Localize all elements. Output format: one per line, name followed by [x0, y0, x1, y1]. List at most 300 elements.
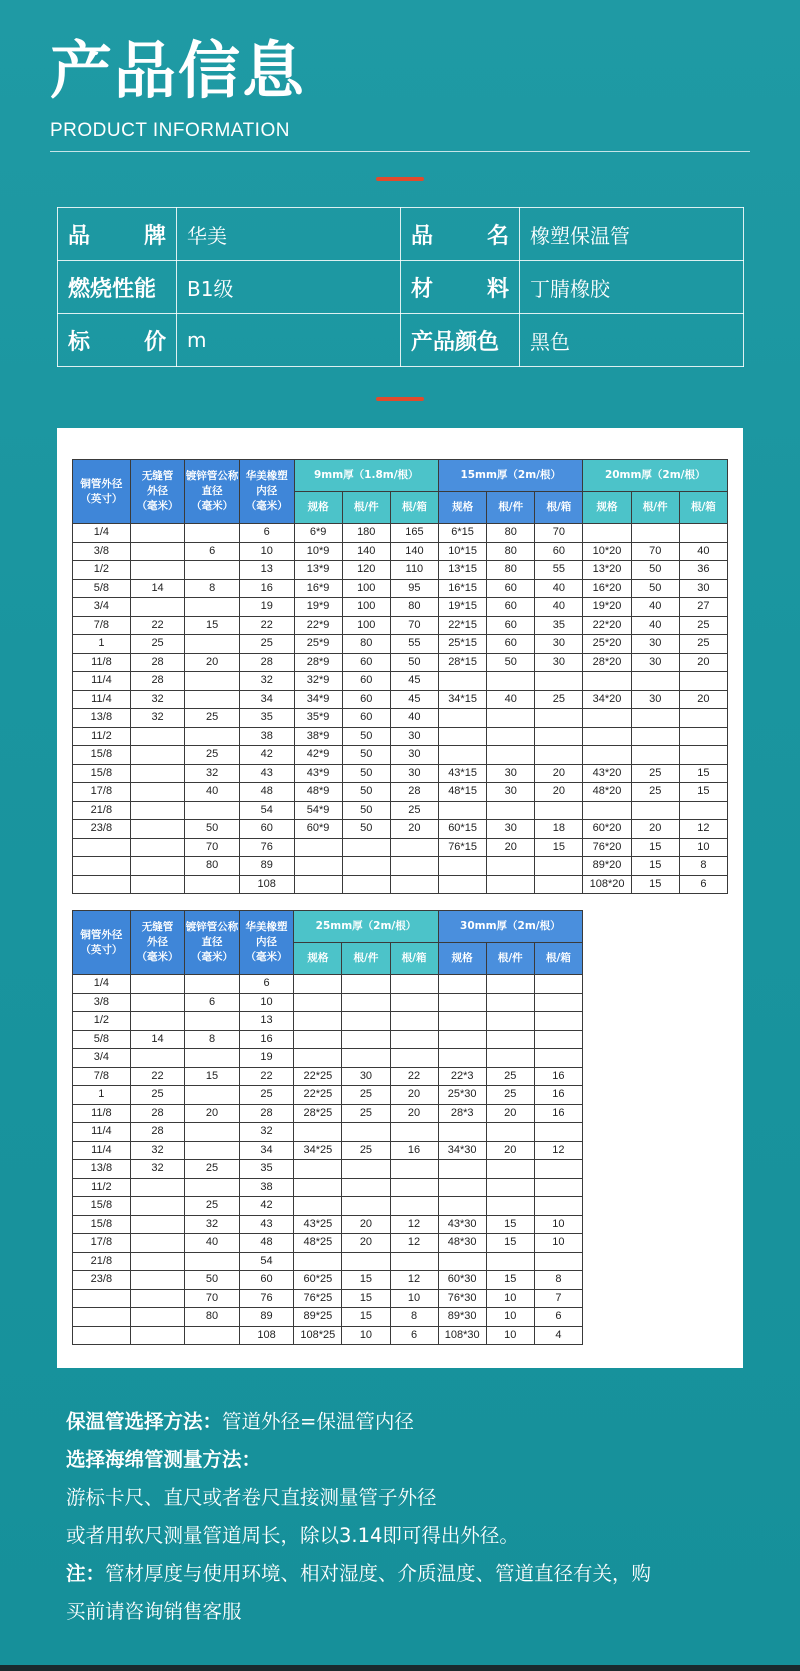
table-cell — [487, 727, 535, 746]
info-value: 华美 — [177, 208, 401, 261]
table-cell: 89*30 — [438, 1308, 486, 1327]
table-cell: 1/2 — [73, 561, 131, 580]
table-cell: 10 — [239, 542, 294, 561]
table-cell: 40 — [535, 598, 583, 617]
table-cell: 48*25 — [294, 1234, 342, 1253]
table-cell: 80 — [487, 542, 535, 561]
table-sub-header: 规格 — [583, 492, 631, 524]
table-cell — [486, 1178, 534, 1197]
table-cell: 80 — [185, 857, 240, 876]
table-sub-header: 规格 — [438, 943, 486, 975]
table-cell: 7/8 — [73, 616, 131, 635]
table-cell: 11/8 — [73, 1104, 131, 1123]
table-row — [73, 598, 728, 617]
table-cell: 60 — [342, 653, 390, 672]
table-cell: 110 — [390, 561, 438, 580]
table-cell — [342, 1252, 390, 1271]
table-cell: 6 — [679, 875, 727, 894]
table-cell: 19 — [239, 598, 294, 617]
info-key-text — [411, 219, 509, 250]
table-cell — [486, 1049, 534, 1068]
table-cell: 32*9 — [294, 672, 342, 691]
table-cell: 70 — [535, 524, 583, 543]
table-cell: 34*9 — [294, 690, 342, 709]
table-cell: 60*25 — [294, 1271, 342, 1290]
table-cell — [73, 1308, 131, 1327]
table-cell: 19 — [239, 1049, 294, 1068]
table-row — [73, 1252, 583, 1271]
table-cell — [486, 1123, 534, 1142]
table-row — [73, 1123, 583, 1142]
info-key — [401, 208, 520, 261]
table-cell: 38*9 — [294, 727, 342, 746]
table-cell: 32 — [130, 1160, 185, 1179]
table-row — [73, 1215, 583, 1234]
table-cell — [535, 727, 583, 746]
table-cell: 15 — [185, 616, 240, 635]
page-title: 产品信息 — [50, 34, 307, 107]
table-cell: 15 — [342, 1271, 390, 1290]
table-cell: 40 — [487, 690, 535, 709]
note-label: 注： — [66, 1562, 106, 1585]
table-cell: 15/8 — [73, 1197, 131, 1216]
table-cell: 25 — [679, 616, 727, 635]
table-cell: 120 — [342, 561, 390, 580]
table-row — [73, 1012, 583, 1031]
table-cell: 30 — [487, 783, 535, 802]
table-cell: 35 — [239, 709, 294, 728]
table-cell: 60 — [342, 709, 390, 728]
table-cell — [73, 838, 131, 857]
table-cell: 32 — [185, 1215, 240, 1234]
table-cell: 43*25 — [294, 1215, 342, 1234]
table-cell: 1 — [73, 635, 131, 654]
table-cell: 34*15 — [439, 690, 487, 709]
table-cell — [342, 1160, 390, 1179]
info-value: 黑色 — [520, 314, 744, 367]
table-cell: 7 — [534, 1289, 582, 1308]
table-cell: 17/8 — [73, 783, 131, 802]
table-cell — [130, 542, 185, 561]
table-cell: 38 — [239, 1178, 294, 1197]
table-cell: 20 — [185, 653, 240, 672]
table-cell: 28 — [390, 783, 438, 802]
table-cell — [185, 524, 240, 543]
table-cell: 35 — [535, 616, 583, 635]
table-cell: 28*3 — [438, 1104, 486, 1123]
table-cell — [631, 746, 679, 765]
table-cell: 36 — [679, 561, 727, 580]
table-cell: 1/2 — [73, 1012, 131, 1031]
table-cell — [130, 1326, 185, 1345]
table-cell: 28 — [239, 653, 294, 672]
table-cell: 60*30 — [438, 1271, 486, 1290]
table-row — [73, 875, 728, 894]
table-cell: 42*9 — [294, 746, 342, 765]
product-info-table — [57, 207, 744, 367]
info-key-text: 燃烧性能 — [68, 276, 157, 302]
table-cell — [185, 1326, 240, 1345]
table-cell: 108*20 — [583, 875, 631, 894]
table-cell: 25*20 — [583, 635, 631, 654]
table-cell: 11/2 — [73, 727, 131, 746]
table-cell: 25*15 — [439, 635, 487, 654]
table-cell: 22*25 — [294, 1086, 342, 1105]
table-cell: 50 — [185, 1271, 240, 1290]
table-cell — [534, 1160, 582, 1179]
table-cell: 55 — [390, 635, 438, 654]
table-cell: 50 — [487, 653, 535, 672]
info-value: 橡塑保温管 — [520, 208, 744, 261]
table-cell: 15 — [342, 1289, 390, 1308]
table-sub-header: 根/件 — [342, 943, 390, 975]
table-cell — [185, 1123, 240, 1142]
info-row — [58, 314, 744, 367]
table-cell: 40 — [631, 598, 679, 617]
table-cell — [185, 975, 240, 994]
table-cell — [342, 857, 390, 876]
table-cell: 10 — [239, 993, 294, 1012]
table-cell: 8 — [534, 1271, 582, 1290]
table-group-header: 9mm厚（1.8m/根） — [294, 460, 438, 492]
info-key-text: 产品颜色 — [411, 329, 500, 355]
table-cell: 22*15 — [439, 616, 487, 635]
table-cell — [130, 838, 185, 857]
table-cell — [342, 1123, 390, 1142]
table-cell — [486, 1252, 534, 1271]
table-cell: 80 — [487, 524, 535, 543]
table-cell — [342, 1030, 390, 1049]
table-row — [73, 1178, 583, 1197]
table-cell: 20 — [487, 838, 535, 857]
table-cell — [535, 672, 583, 691]
table-cell — [294, 1012, 342, 1031]
table-sub-header: 根/箱 — [390, 943, 438, 975]
note-label: 选择海绵管测量方法： — [66, 1448, 262, 1471]
table-cell: 32 — [130, 690, 185, 709]
table-cell — [294, 875, 342, 894]
table-cell: 19*20 — [583, 598, 631, 617]
table-cell: 48 — [239, 1234, 294, 1253]
table-cell — [185, 1252, 240, 1271]
table-cell: 140 — [390, 542, 438, 561]
table-cell — [390, 1049, 438, 1068]
table-cell: 50 — [631, 579, 679, 598]
table-cell — [130, 1271, 185, 1290]
table-cell — [130, 764, 185, 783]
table-cell: 40 — [631, 616, 679, 635]
table-cell: 16 — [534, 1104, 582, 1123]
table-cell — [342, 993, 390, 1012]
table-cell: 10 — [679, 838, 727, 857]
table-cell — [583, 524, 631, 543]
table-cell — [679, 524, 727, 543]
table-cell: 48*20 — [583, 783, 631, 802]
table-cell: 30 — [487, 820, 535, 839]
table-cell: 60 — [342, 690, 390, 709]
table-cell: 89*20 — [583, 857, 631, 876]
table-cell — [486, 1030, 534, 1049]
table-cell: 35*9 — [294, 709, 342, 728]
table-cell: 30 — [535, 653, 583, 672]
table-cell — [390, 1252, 438, 1271]
table-cell — [486, 1160, 534, 1179]
info-value: B1级 — [177, 261, 401, 314]
table-cell — [679, 709, 727, 728]
table-cell: 25 — [185, 746, 240, 765]
table-cell: 60*15 — [439, 820, 487, 839]
table-cell: 16*15 — [439, 579, 487, 598]
table-cell — [439, 672, 487, 691]
table-cell — [534, 1178, 582, 1197]
table-cell: 15/8 — [73, 1215, 131, 1234]
table-sub-header: 根/箱 — [390, 492, 438, 524]
table-fixed-header: 华美橡塑 内径 （毫米） — [239, 911, 294, 975]
table-cell — [130, 524, 185, 543]
table-cell: 15 — [631, 875, 679, 894]
table-cell — [534, 1252, 582, 1271]
table-cell — [342, 1178, 390, 1197]
spec-table-9-15-20 — [72, 459, 728, 894]
table-cell — [438, 1012, 486, 1031]
table-cell: 40 — [679, 542, 727, 561]
table-cell — [486, 975, 534, 994]
table-cell — [342, 838, 390, 857]
info-value: m — [177, 314, 401, 367]
table-sub-header: 规格 — [294, 492, 342, 524]
table-cell: 76*15 — [439, 838, 487, 857]
note-text: 游标卡尺、直尺或者卷尺直接测量管子外径 — [66, 1486, 437, 1509]
table-cell: 25 — [390, 801, 438, 820]
table-cell — [438, 1160, 486, 1179]
table-cell: 50 — [342, 820, 390, 839]
table-cell: 6*15 — [439, 524, 487, 543]
table-cell: 12 — [390, 1271, 438, 1290]
table-cell — [130, 820, 185, 839]
table-cell — [583, 672, 631, 691]
table-cell: 20 — [185, 1104, 240, 1123]
table-cell — [534, 1030, 582, 1049]
info-row — [58, 261, 744, 314]
table-row — [73, 1308, 583, 1327]
info-key — [58, 208, 177, 261]
table-cell: 48*30 — [438, 1234, 486, 1253]
table-group-header: 25mm厚（2m/根） — [294, 911, 438, 943]
table-cell: 11/8 — [73, 653, 131, 672]
info-key-text — [68, 325, 166, 356]
table-cell: 55 — [535, 561, 583, 580]
table-cell: 14 — [130, 1030, 185, 1049]
table-cell — [185, 1012, 240, 1031]
table-cell: 6 — [239, 524, 294, 543]
table-group-header: 15mm厚（2m/根） — [439, 460, 583, 492]
table-cell: 15 — [679, 764, 727, 783]
table-cell — [185, 690, 240, 709]
table-cell — [185, 1141, 240, 1160]
info-key-char: 品 — [68, 223, 91, 249]
table-cell — [487, 746, 535, 765]
table-cell — [535, 801, 583, 820]
table-cell: 60 — [535, 542, 583, 561]
table-cell: 165 — [390, 524, 438, 543]
table-cell: 76 — [239, 1289, 294, 1308]
table-sub-header: 根/箱 — [679, 492, 727, 524]
table-cell: 15/8 — [73, 746, 131, 765]
table-cell — [534, 1012, 582, 1031]
table-cell: 38 — [239, 727, 294, 746]
table-cell: 15 — [679, 783, 727, 802]
table-cell: 180 — [342, 524, 390, 543]
table-cell: 80 — [342, 635, 390, 654]
table-cell — [294, 1030, 342, 1049]
table-row — [73, 1289, 583, 1308]
table-cell: 34*30 — [438, 1141, 486, 1160]
table-cell — [390, 1030, 438, 1049]
table-row — [73, 635, 728, 654]
table-cell — [390, 993, 438, 1012]
table-cell — [535, 857, 583, 876]
table-fixed-header: 无缝管 外径 （毫米） — [130, 460, 185, 524]
table-cell: 15 — [486, 1271, 534, 1290]
table-cell — [130, 1049, 185, 1068]
table-cell — [439, 709, 487, 728]
table-cell — [390, 1160, 438, 1179]
table-cell: 25 — [679, 635, 727, 654]
table-cell: 28*25 — [294, 1104, 342, 1123]
table-cell — [679, 727, 727, 746]
table-cell: 23/8 — [73, 820, 131, 839]
table-cell: 13*15 — [439, 561, 487, 580]
table-cell — [583, 801, 631, 820]
table-cell: 7/8 — [73, 1067, 131, 1086]
table-cell: 76*20 — [583, 838, 631, 857]
table-cell: 70 — [185, 1289, 240, 1308]
table-cell: 20 — [486, 1104, 534, 1123]
page-subtitle: PRODUCT INFORMATION — [50, 120, 290, 141]
table-cell: 22*20 — [583, 616, 631, 635]
table-cell — [130, 993, 185, 1012]
table-cell — [294, 1123, 342, 1142]
info-key-text — [411, 272, 509, 303]
table-cell — [73, 857, 131, 876]
table-cell: 16 — [239, 1030, 294, 1049]
table-cell: 28*15 — [439, 653, 487, 672]
table-cell: 60 — [487, 598, 535, 617]
table-cell: 5/8 — [73, 579, 131, 598]
table-cell: 95 — [390, 579, 438, 598]
table-cell: 13 — [239, 561, 294, 580]
table-cell: 70 — [390, 616, 438, 635]
table-cell: 1/4 — [73, 975, 131, 994]
table-cell — [73, 1289, 131, 1308]
table-row — [73, 709, 728, 728]
table-cell: 13/8 — [73, 709, 131, 728]
table-cell: 20 — [342, 1215, 390, 1234]
table-row — [73, 975, 583, 994]
note-label: 保温管选择方法： — [66, 1410, 223, 1433]
table-fixed-header: 镀锌管公称 直径 （毫米） — [185, 911, 240, 975]
spec-card — [57, 428, 743, 1368]
table-row — [73, 1086, 583, 1105]
table-cell: 48 — [239, 783, 294, 802]
table-cell: 16 — [534, 1067, 582, 1086]
table-cell: 43*15 — [439, 764, 487, 783]
table-fixed-header: 铜管外径 （英寸） — [73, 911, 131, 975]
table-cell — [534, 1123, 582, 1142]
table-cell — [130, 561, 185, 580]
table-cell — [390, 857, 438, 876]
table-cell: 54 — [239, 1252, 294, 1271]
table-cell: 80 — [487, 561, 535, 580]
table-cell: 54*9 — [294, 801, 342, 820]
table-cell: 108*30 — [438, 1326, 486, 1345]
table-row — [73, 672, 728, 691]
table-cell: 20 — [535, 783, 583, 802]
table-cell: 20 — [486, 1141, 534, 1160]
info-key-char: 料 — [486, 276, 509, 302]
table-cell — [185, 727, 240, 746]
table-cell: 30 — [487, 764, 535, 783]
table-cell: 16*9 — [294, 579, 342, 598]
table-cell — [294, 857, 342, 876]
table-cell — [439, 857, 487, 876]
table-cell — [534, 1049, 582, 1068]
table-cell: 45 — [390, 672, 438, 691]
table-cell — [535, 746, 583, 765]
table-cell — [342, 975, 390, 994]
table-cell — [438, 1197, 486, 1216]
table-cell: 40 — [185, 783, 240, 802]
table-cell: 28 — [130, 1123, 185, 1142]
table-cell: 8 — [185, 1030, 240, 1049]
table-cell — [439, 801, 487, 820]
table-row — [73, 1049, 583, 1068]
table-cell — [185, 1178, 240, 1197]
table-cell: 13/8 — [73, 1160, 131, 1179]
table-row — [73, 653, 728, 672]
table-sub-header: 规格 — [294, 943, 342, 975]
table-cell: 32 — [185, 764, 240, 783]
table-cell: 76*30 — [438, 1289, 486, 1308]
table-cell: 15/8 — [73, 764, 131, 783]
table-cell: 25 — [631, 783, 679, 802]
table-cell — [390, 1123, 438, 1142]
table-cell — [294, 1252, 342, 1271]
table-cell: 15 — [486, 1234, 534, 1253]
note-text: 管材厚度与使用环境、相对湿度、介质温度、管道直径有关，购 — [105, 1562, 652, 1585]
table-cell: 60*9 — [294, 820, 342, 839]
table-cell: 28 — [130, 1104, 185, 1123]
table-cell — [631, 524, 679, 543]
table-cell: 76*25 — [294, 1289, 342, 1308]
table-cell: 25 — [342, 1141, 390, 1160]
table-cell — [130, 857, 185, 876]
table-cell — [487, 801, 535, 820]
table-cell: 17/8 — [73, 1234, 131, 1253]
info-key-char: 标 — [68, 329, 91, 355]
table-cell: 28 — [130, 653, 185, 672]
table-cell: 22 — [390, 1067, 438, 1086]
table-cell: 50 — [185, 820, 240, 839]
info-key — [58, 261, 177, 314]
table-cell: 6 — [185, 993, 240, 1012]
table-sub-header: 根/件 — [342, 492, 390, 524]
info-value: 丁腈橡胶 — [520, 261, 744, 314]
table-cell: 76 — [239, 838, 294, 857]
table-cell — [342, 1012, 390, 1031]
table-cell: 48*15 — [439, 783, 487, 802]
table-cell: 28*9 — [294, 653, 342, 672]
